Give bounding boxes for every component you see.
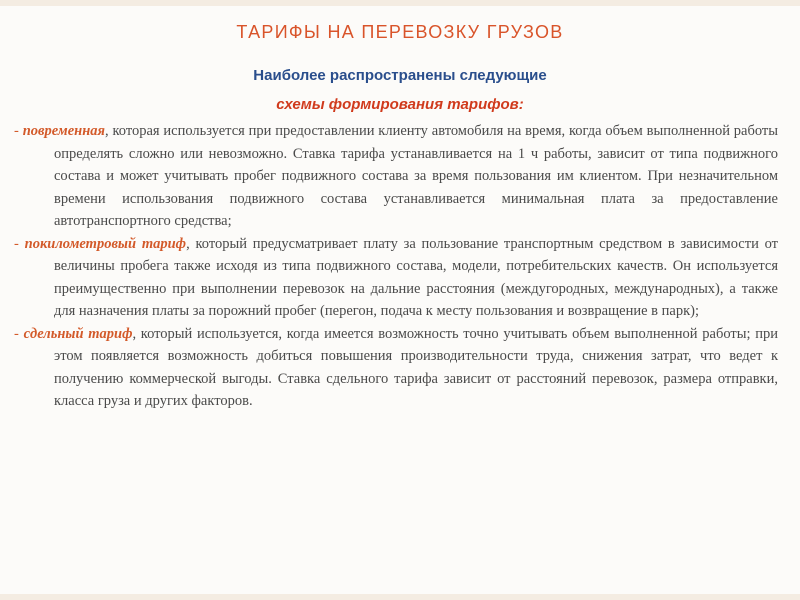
bullet-marker: - xyxy=(14,325,19,342)
list-item-hourly xyxy=(14,120,778,233)
term-piecework: сдельный тариф xyxy=(23,325,133,342)
term-hourly: повременная xyxy=(22,123,105,139)
bottom-band xyxy=(0,594,800,600)
slide-title: ТАРИФЫ НА ПЕРЕВОЗКУ ГРУЗОВ xyxy=(236,22,564,42)
bullet-marker: - xyxy=(14,235,19,252)
text-per-km: , который предусматривает плату за пользование транспортным средством в зависимости от величины пробега также исходя из типа подвижного состава, модели, потребительских качеств. Он используется преимущественно при выполнении перевозок на дальние расстояния (междугородных, международных), а также для назначения платы за порожний пробег (перегон, подача к месту пользования и возвращение в парк); xyxy=(54,235,779,319)
text-hourly: , которая используется при предоставлении клиенту автомобиля на время, когда объем выполненной работы определять сложно или невозможно. Ставка тарифа устанавливается на 1 ч работы, зависит от типа подвижного состава и может учитывать пробег подвижного состава за время пользования им клиентом. При незначительном времени использования подвижного состава устанавливается минимальная плата за предоставление автотранспортного средства; xyxy=(54,123,779,229)
subtitle-line-1: Наиболее распространены следующие xyxy=(253,67,547,84)
bullet-marker: - xyxy=(14,123,19,139)
term-per-km: покилометровый тариф xyxy=(24,235,187,252)
subtitle-line-2: схемы формирования тарифов: xyxy=(276,96,524,113)
slide-body xyxy=(14,120,778,413)
list-item-piecework xyxy=(14,323,778,413)
list-item-per-km xyxy=(14,233,778,323)
top-band xyxy=(0,0,800,6)
text-piecework: , который используется, когда имеется возможность точно учитывать объем выполненной работы; при этом появляется возможность добиться повышения производительности труда, снижения затрат, что ведет к получению коммерческой выгоды. Ставка сдельного тарифа зависит от расстояний перевозок, размера отправки, класса груза и других факторов. xyxy=(54,325,778,409)
